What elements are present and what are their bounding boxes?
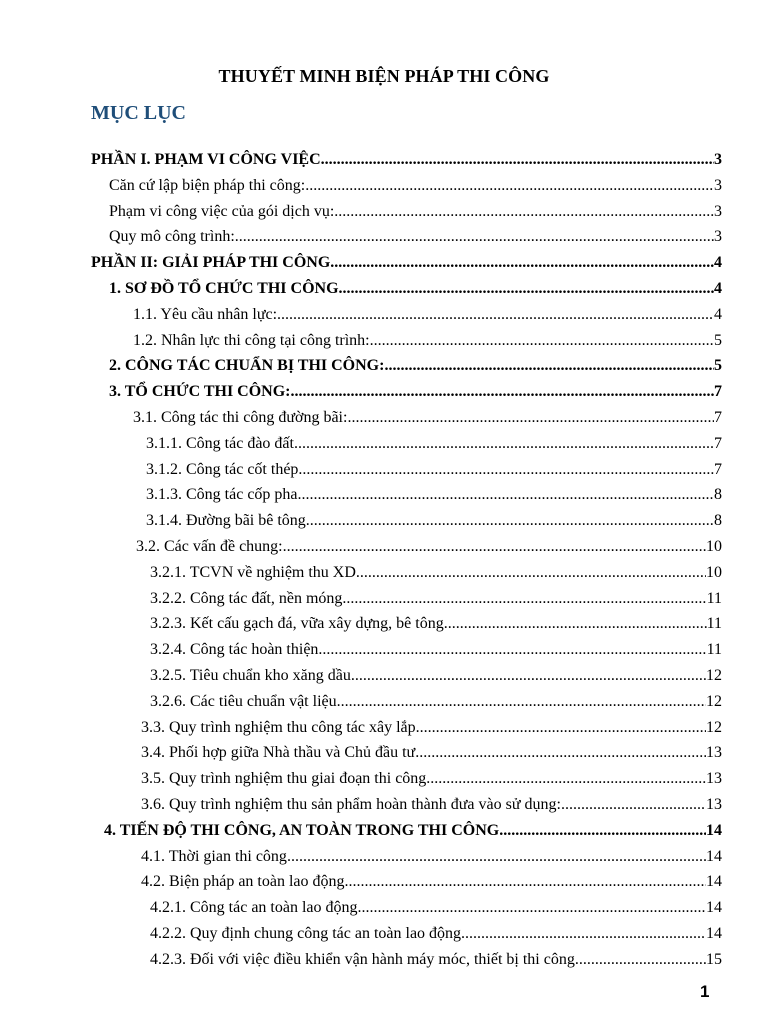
toc-entry[interactable] (150, 663, 722, 689)
toc-entry-text: 3.6. Quy trình nghiệm thu sản phẩm hoàn thành đưa vào sử dụng: (141, 796, 561, 813)
toc-leader-dots (235, 224, 714, 250)
toc-entry-page: 14 (706, 847, 722, 865)
toc-entry-text: 3.4. Phối hợp giữa Nhà thầu và Chủ đầu tư (141, 744, 416, 762)
toc-entry-page: 12 (706, 692, 722, 710)
toc-entry[interactable] (150, 689, 722, 715)
toc-entry[interactable] (146, 508, 722, 534)
toc-entry-page: 11 (706, 589, 722, 607)
toc-leader-dots (306, 508, 714, 534)
toc-entry[interactable] (141, 766, 722, 792)
toc-leader-dots (499, 818, 706, 844)
toc-entry-page: 15 (706, 950, 722, 968)
toc-entry[interactable] (109, 353, 722, 379)
toc-entry-text: 1. SƠ ĐỒ TỔ CHỨC THI CÔNG (109, 280, 339, 297)
toc-entry[interactable] (109, 173, 722, 199)
toc-entry-text: 3.1.1. Công tác đào đất (146, 434, 294, 452)
toc-leader-dots (561, 792, 706, 818)
toc-entry[interactable] (150, 895, 722, 921)
toc-leader-dots (339, 276, 714, 302)
toc-leader-dots (283, 534, 706, 560)
toc-entry[interactable] (146, 482, 722, 508)
page-number: 1 (700, 982, 710, 1001)
toc-entry-page: 8 (714, 512, 722, 530)
toc-entry[interactable] (150, 611, 722, 637)
toc-entry-text: 2. CÔNG TÁC CHUẨN BỊ THI CÔNG: (109, 357, 385, 375)
toc-leader-dots (358, 895, 706, 921)
toc-entry-page: 12 (706, 718, 722, 736)
toc-leader-dots (384, 353, 714, 379)
toc-entry-text: 3.2.1. TCVN về nghiệm thu XD (150, 563, 356, 581)
toc-leader-dots (345, 869, 706, 895)
toc-entry-text: Quy mô công trình: (109, 228, 235, 246)
toc-leader-dots (321, 147, 714, 173)
toc-leader-dots (294, 431, 714, 457)
toc-entry-text: 3. TỔ CHỨC THI CÔNG: (109, 383, 291, 401)
toc-entry-page: 13 (706, 770, 722, 788)
toc-entry[interactable] (109, 276, 722, 302)
toc-entry-text: 3.5. Quy trình nghiệm thu giai đoạn thi công (141, 770, 427, 788)
toc-entry-page: 11 (706, 641, 722, 659)
toc-entry-page: 12 (706, 667, 722, 684)
toc-entry-text: 4.2.2. Quy định chung công tác an toàn lao động (150, 925, 462, 942)
toc-entry-text: 3.2.6. Các tiêu chuẩn vật liệu (150, 692, 337, 710)
toc-leader-dots (337, 689, 706, 715)
toc-leader-dots (305, 173, 714, 199)
toc-entry-text: 3.2.4. Công tác hoàn thiện (150, 641, 319, 659)
toc-entry[interactable] (133, 405, 722, 431)
toc-entry-page: 3 (714, 176, 722, 194)
toc-entry-text: 3.1.4. Đường bãi bê tông (146, 512, 306, 530)
toc-entry[interactable] (150, 560, 722, 586)
toc-leader-dots (575, 947, 706, 973)
toc-entry-text: Phạm vi công việc của gói dịch vụ: (109, 202, 335, 220)
toc-leader-dots (291, 379, 715, 405)
toc-entry-text: 3.3. Quy trình nghiệm thu công tác xây lắp (141, 718, 416, 736)
toc-entry-page: 7 (714, 434, 722, 452)
toc-entry-page: 14 (706, 925, 722, 942)
toc-entry-page: 7 (714, 460, 722, 478)
toc-entry-text: 3.1.3. Công tác cốp pha (146, 486, 298, 504)
toc-leader-dots (415, 740, 706, 766)
toc-entry[interactable] (146, 457, 722, 483)
toc-entry[interactable] (141, 792, 722, 818)
toc-entry-page: 3 (714, 228, 722, 246)
toc-entry-page: 5 (714, 357, 722, 375)
toc-entry[interactable] (141, 844, 722, 870)
toc-entry-text: 4.2.1. Công tác an toàn lao động (150, 899, 358, 917)
toc-entry[interactable] (146, 431, 722, 457)
toc-entry-page: 7 (714, 409, 722, 426)
toc-entry-text: 1.1. Yêu cầu nhân lực: (133, 305, 278, 323)
toc-entry[interactable] (141, 740, 722, 766)
toc-leader-dots (416, 715, 706, 741)
toc-entry[interactable] (109, 379, 722, 405)
toc-entry-text: Căn cứ lập biện pháp thi công: (109, 176, 306, 194)
toc-leader-dots (298, 482, 714, 508)
toc-entry-page: 4 (714, 305, 722, 323)
toc-heading: MỤC LỤC (91, 102, 186, 124)
toc-entry-page: 14 (706, 821, 722, 839)
toc-entry[interactable] (104, 818, 722, 844)
toc-entry-text: 3.2.2. Công tác đất, nền móng (150, 589, 343, 607)
toc-entry-text: 1.2. Nhân lực thi công tại công trình: (133, 331, 370, 349)
toc-entry-page: 3 (714, 151, 722, 168)
toc-entry-text: PHẦN II: GIẢI PHÁP THI CÔNG (91, 254, 331, 272)
toc-entry[interactable] (133, 328, 722, 354)
toc-entry-text: 3.1. Công tác thi công đường bãi: (133, 409, 348, 426)
toc-entry-page: 7 (714, 383, 722, 401)
toc-leader-dots (318, 637, 706, 663)
toc-entry-page: 13 (706, 744, 722, 762)
toc-leader-dots (461, 921, 706, 947)
toc-leader-dots (287, 844, 706, 870)
toc-entry[interactable] (150, 947, 722, 973)
toc-leader-dots (298, 457, 714, 483)
toc-entry-text: 3.1.2. Công tác cốt thép (146, 460, 299, 478)
toc-leader-dots (277, 302, 714, 328)
toc-entry[interactable] (109, 224, 722, 250)
toc-entry-page: 13 (706, 796, 722, 813)
toc-leader-dots (330, 250, 714, 276)
toc-leader-dots (347, 405, 714, 431)
toc-leader-dots (334, 199, 714, 225)
toc-entry[interactable] (150, 637, 722, 663)
toc-entry-page: 4 (714, 280, 722, 297)
toc-entry[interactable] (91, 250, 722, 276)
toc-entry-text: 4.2.3. Đối với việc điều khiển vận hành máy móc, thiết bị thi công (150, 950, 575, 968)
toc-entry-text: 3.2.3. Kết cấu gạch đá, vữa xây dựng, bê tông (150, 615, 444, 633)
toc-entry[interactable] (109, 199, 722, 225)
toc-entry-page: 5 (714, 331, 722, 349)
toc-leader-dots (356, 560, 706, 586)
toc-entry[interactable] (150, 921, 722, 947)
toc-leader-dots (370, 328, 714, 354)
toc-leader-dots (342, 586, 706, 612)
toc-entry[interactable] (150, 586, 722, 612)
toc-entry[interactable] (91, 147, 722, 173)
toc-entry-page: 10 (706, 563, 722, 581)
toc-entry-page: 8 (714, 486, 722, 504)
toc-entry[interactable] (141, 715, 722, 741)
toc-entry-text: 3.2. Các vấn đề chung: (136, 538, 283, 555)
toc-entry-text: 4. TIẾN ĐỘ THI CÔNG, AN TOÀN TRONG THI CÔNG (104, 821, 500, 839)
toc-entry[interactable] (141, 869, 722, 895)
toc-entry-text: 3.2.5. Tiêu chuẩn kho xăng dầu (150, 667, 351, 684)
toc-entry-page: 4 (714, 254, 722, 272)
toc-leader-dots (351, 663, 706, 689)
toc-entry[interactable] (136, 534, 722, 560)
toc-entry-page: 14 (706, 899, 722, 917)
toc-entry-text: 4.2. Biện pháp an toàn lao động (141, 873, 345, 891)
toc-entry-text: PHẦN I. PHẠM VI CÔNG VIỆC (91, 151, 321, 168)
toc-entry-page: 3 (714, 202, 722, 220)
toc-entry-text: 4.1. Thời gian thi công (141, 847, 287, 865)
document-title: THUYẾT MINH BIỆN PHÁP THI CÔNG (218, 66, 550, 86)
toc-leader-dots (426, 766, 706, 792)
toc-entry-page: 11 (706, 615, 722, 633)
toc-leader-dots (444, 611, 707, 637)
toc-entry[interactable] (133, 302, 722, 328)
toc-entry-page: 10 (706, 538, 722, 555)
toc-entry-page: 14 (706, 873, 722, 891)
